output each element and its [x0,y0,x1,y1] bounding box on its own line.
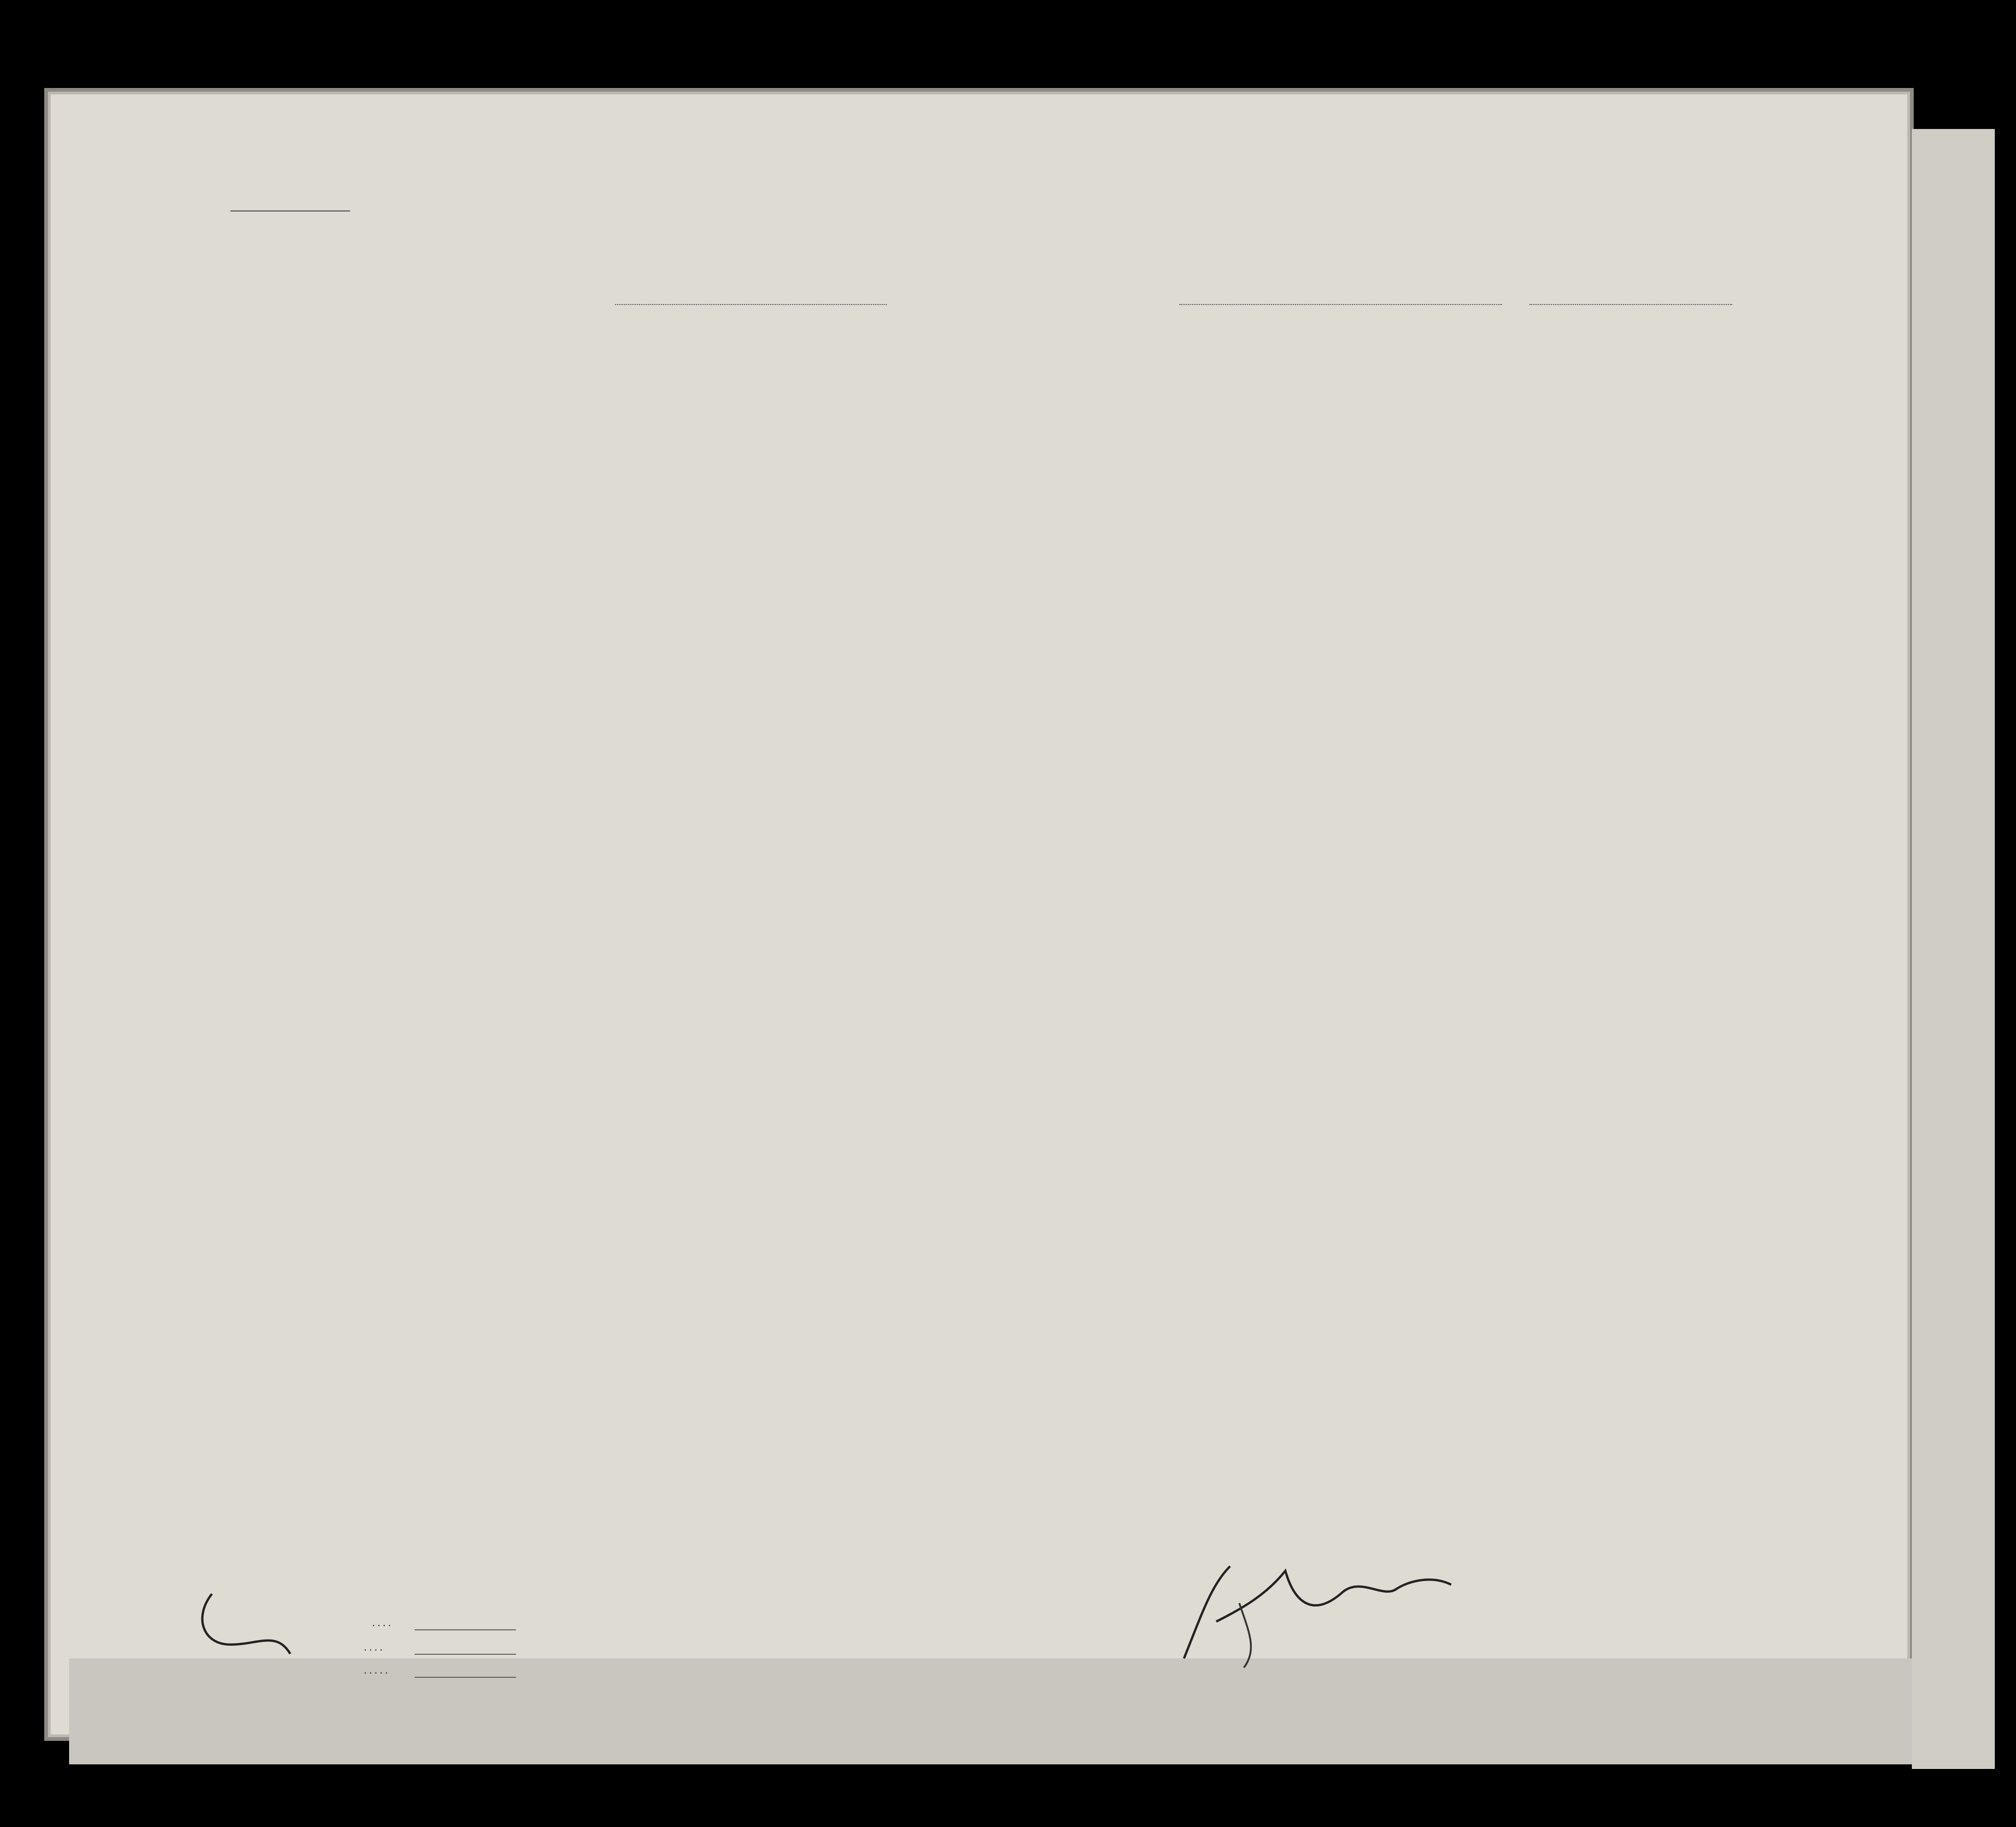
date-underline [1530,304,1732,305]
citizens-dots: . . . . [364,1641,383,1653]
signature-scribbles [184,1575,1152,1704]
manifest-sheet [51,94,1907,1734]
ship-underline [615,304,887,305]
next-page-edge [1912,129,1995,1769]
port-underline [1179,304,1502,305]
total-dots: . . . . [372,1617,391,1628]
aliens-dots: . . . . . [364,1664,388,1676]
purser-signature [1175,1557,1497,1672]
